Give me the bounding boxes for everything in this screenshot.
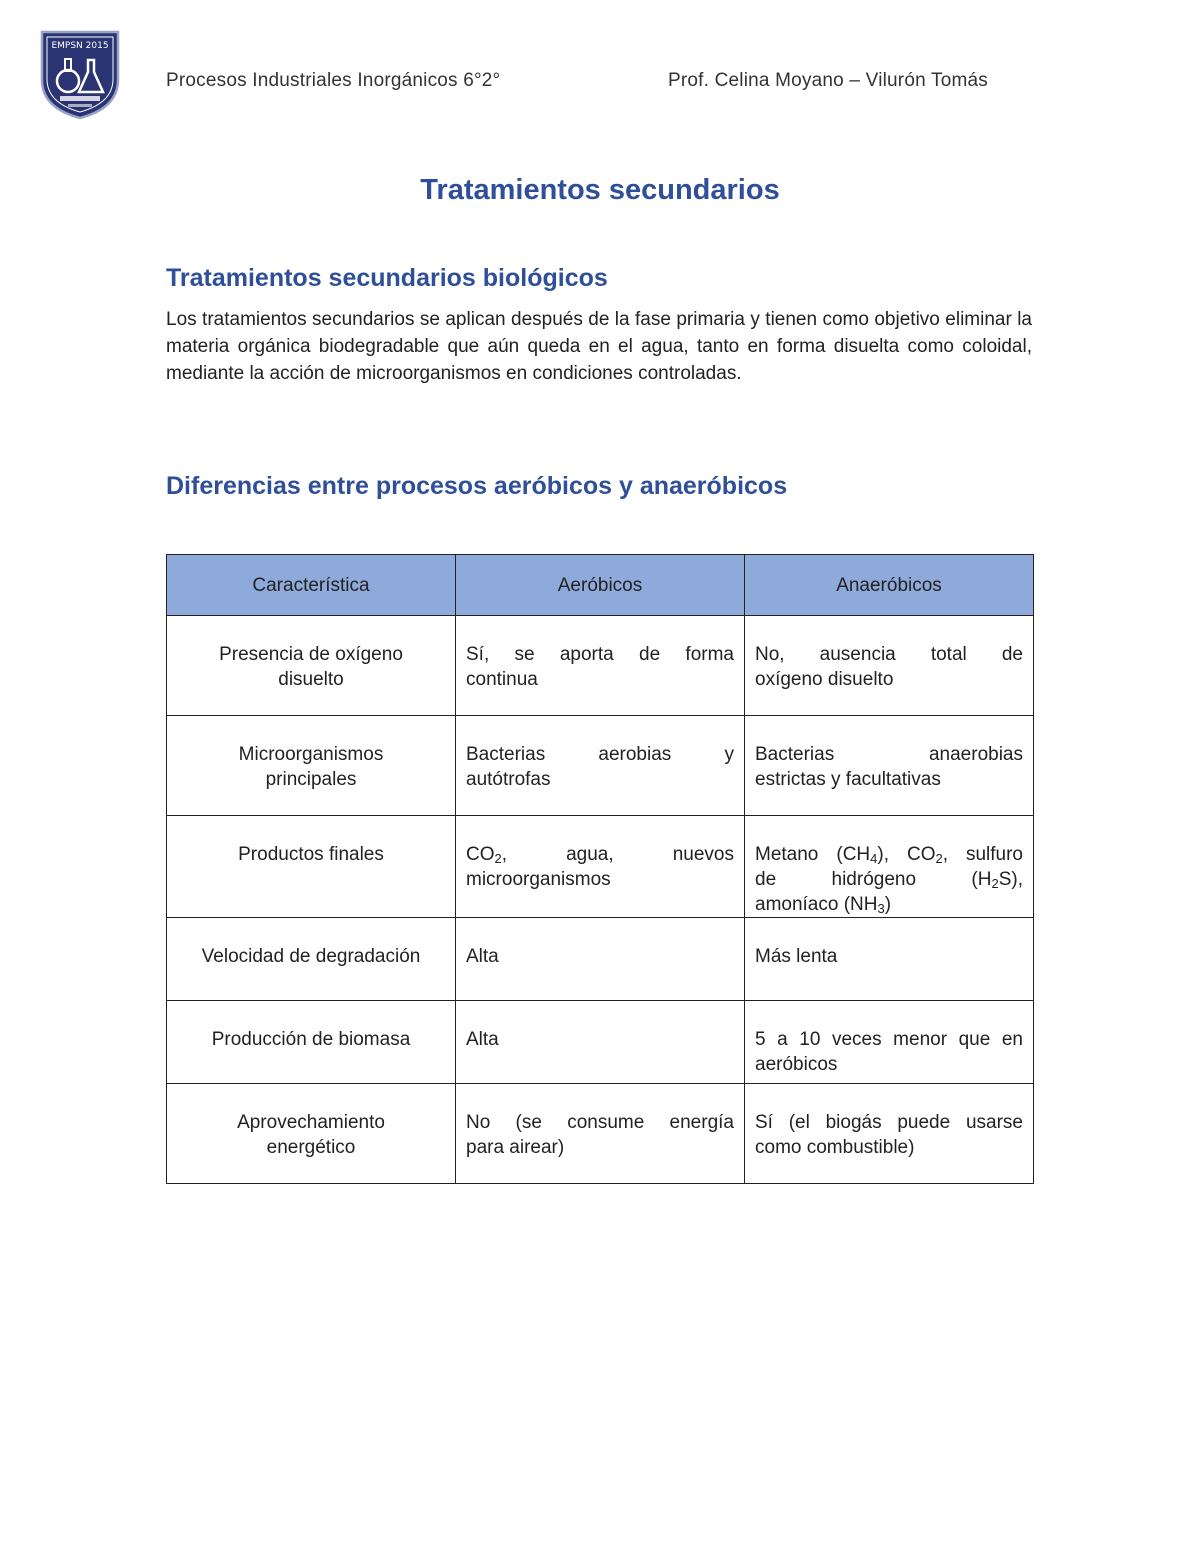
table-cell: No (se consume energía para airear) bbox=[456, 1084, 745, 1184]
column-header: Característica bbox=[167, 555, 456, 616]
table-cell: Más lenta bbox=[745, 918, 1034, 1001]
table-cell: Metano $(CH_4)$, $CO_2$, sulfuro de hidrógeno $(H_2S)$, amoníaco $(NH_3)$ bbox=[745, 816, 1034, 918]
column-header: Aeróbicos bbox=[456, 555, 745, 616]
table-cell: $CO_2$, agua, nuevos microorganismos bbox=[456, 816, 745, 918]
table-cell: No, ausencia total de oxígeno disuelto bbox=[745, 616, 1034, 716]
table-cell: Aprovechamiento energético bbox=[167, 1084, 456, 1184]
section-paragraph: Los tratamientos secundarios se aplican después de la fase primaria y tienen como objetivo eliminar la materia orgánica biodegradable que aún queda en el agua, tanto en forma disuelta como coloidal, mediante la acción de microorganismos en condiciones controladas. bbox=[166, 309, 1032, 384]
comparison-table bbox=[166, 554, 1034, 1184]
table-cell: Microorganismos principales bbox=[167, 716, 456, 816]
table-cell: Bacterias anaerobias estrictas y facultativas bbox=[745, 716, 1034, 816]
school-logo bbox=[36, 26, 124, 120]
table-cell: Velocidad de degradación bbox=[167, 918, 456, 1001]
section-heading-diferencias: Diferencias entre procesos aeróbicos y anaeróbicos bbox=[166, 472, 788, 500]
table-cell: Productos finales bbox=[167, 816, 456, 918]
table-cell: Presencia de oxígeno disuelto bbox=[167, 616, 456, 716]
header-authors: Prof. Celina Moyano – Vilurón Tomás bbox=[668, 70, 988, 91]
table-cell: Sí (el biogás puede usarse como combustible) bbox=[745, 1084, 1034, 1184]
table-cell: 5 a 10 veces menor que en aeróbicos bbox=[745, 1001, 1034, 1084]
header-course: Procesos Industriales Inorgánicos 6°2° bbox=[166, 70, 501, 91]
table-header-row bbox=[167, 555, 1034, 616]
column-header: Anaeróbicos bbox=[745, 555, 1034, 616]
table-cell: Alta bbox=[456, 1001, 745, 1084]
svg-text:EMPSN 2015: EMPSN 2015 bbox=[51, 41, 109, 51]
table-row bbox=[167, 716, 1034, 816]
table-row bbox=[167, 1084, 1034, 1184]
table-row bbox=[167, 918, 1034, 1001]
table-cell: Producción de biomasa bbox=[167, 1001, 456, 1084]
table-row bbox=[167, 616, 1034, 716]
section-heading-biologicos: Tratamientos secundarios biológicos bbox=[166, 264, 608, 292]
table-cell: Bacterias aerobias y autótrofas bbox=[456, 716, 745, 816]
document-title: Tratamientos secundarios bbox=[420, 174, 780, 206]
table-row bbox=[167, 1001, 1034, 1084]
table-cell: Alta bbox=[456, 918, 745, 1001]
table-row bbox=[167, 816, 1034, 918]
table-cell: Sí, se aporta de forma continua bbox=[456, 616, 745, 716]
